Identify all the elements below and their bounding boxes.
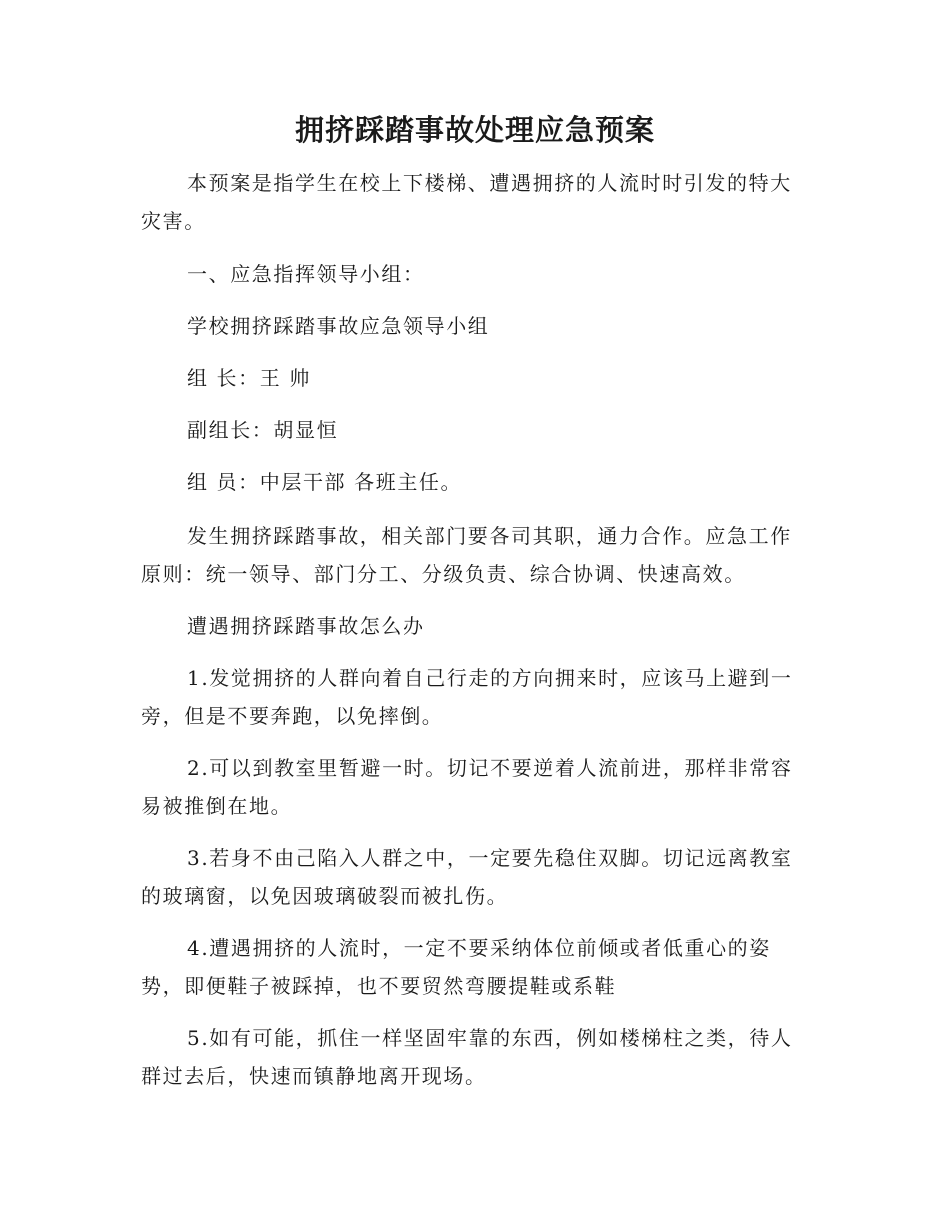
paragraph-group-members: 组 员：中层干部 各班主任。 — [187, 470, 463, 494]
paragraph-item-3: 3.若身不由己陷入人群之中，一定要先稳住双脚。切记远离教室的玻璃窗，以免因玻璃破裂而被扎伤。 — [141, 846, 793, 908]
paragraph-group-leader: 组 长：王 帅 — [187, 366, 311, 390]
paragraph-principles: 发生拥挤踩踏事故，相关部门要各司其职，通力合作。应急工作原则：统一领导、部门分工、分级负责、综合协调、快速高效。 — [141, 524, 792, 586]
paragraph-section-heading: 一、应急指挥领导小组： — [187, 262, 425, 286]
paragraph-item-1: 1.发觉拥挤的人群向着自己行走的方向拥来时，应该马上避到一旁，但是不要奔跑，以免摔倒。 — [141, 666, 793, 728]
paragraph-item-5: 5.如有可能，抓住一样坚固牢靠的东西，例如楼梯柱之类，待人群过去后，快速而镇静地离开现场。 — [141, 1026, 793, 1088]
paragraph-intro: 本预案是指学生在校上下楼梯、遭遇拥挤的人流时时引发的特大灾害。 — [141, 171, 792, 233]
paragraph-deputy-leader: 副组长：胡显恒 — [187, 418, 339, 442]
document-title: 拥挤踩踏事故处理应急预案 — [294, 113, 655, 147]
paragraph-item-2: 2.可以到教室里暂避一时。切记不要逆着人流前进，那样非常容易被推倒在地。 — [141, 756, 793, 818]
paragraph-group-name: 学校拥挤踩踏事故应急领导小组 — [187, 314, 490, 338]
paragraph-item-4: 4.遭遇拥挤的人流时，一定不要采纳体位前倾或者低重心的姿势，即便鞋子被踩掉，也不要贸然弯腰提鞋或系鞋 — [141, 936, 771, 998]
paragraph-subheading: 遭遇拥挤踩踏事故怎么办 — [187, 614, 425, 638]
